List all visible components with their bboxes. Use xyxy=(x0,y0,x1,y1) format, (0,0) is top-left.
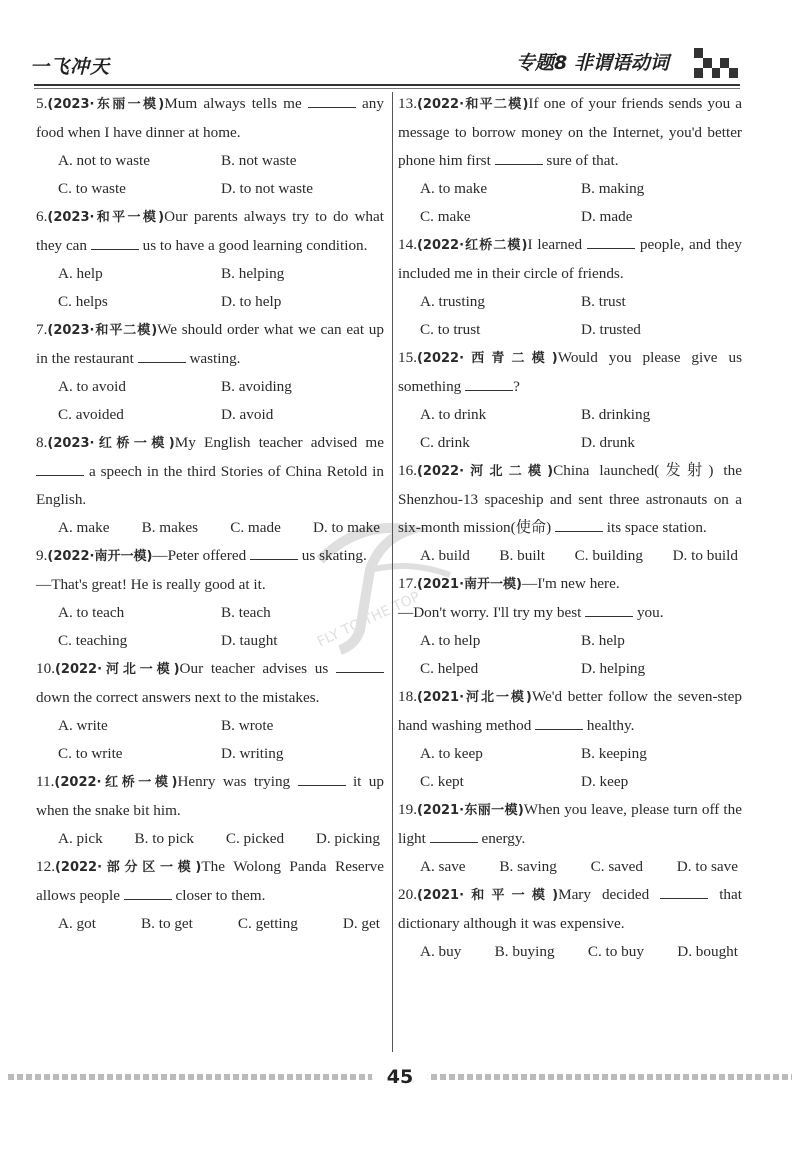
option-c: C. building xyxy=(574,547,643,564)
checker-cell xyxy=(694,68,703,78)
question-text xyxy=(36,429,384,514)
option-c: C. avoided xyxy=(58,406,124,423)
question-20 xyxy=(398,881,742,966)
checker-cell xyxy=(729,68,738,78)
option-b: B. trust xyxy=(581,293,626,310)
option-d: D. bought xyxy=(677,943,738,960)
question-number: 17. xyxy=(398,575,417,592)
question-stem-before: Henry was trying xyxy=(177,773,298,790)
header-rule xyxy=(34,84,740,86)
question-6 xyxy=(36,203,384,316)
option-a: A. save xyxy=(420,858,466,875)
option-c: C. to write xyxy=(58,745,123,762)
question-17 xyxy=(398,570,742,683)
answer-options xyxy=(36,825,384,853)
option-d: D. trusted xyxy=(581,321,641,338)
option-a: A. got xyxy=(58,915,96,932)
option-c: C. teaching xyxy=(58,632,128,649)
answer-blank xyxy=(587,232,635,249)
question-number: 10. xyxy=(36,660,55,677)
answer-options xyxy=(36,599,384,655)
question-stem-after: ? xyxy=(513,378,520,395)
header-rule-thin xyxy=(34,88,740,89)
option-a: A. help xyxy=(58,265,103,282)
question-10 xyxy=(36,655,384,768)
option-b: B. making xyxy=(581,180,645,197)
answer-blank xyxy=(124,883,172,900)
page-footer xyxy=(0,1056,800,1096)
option-c: C. getting xyxy=(237,915,298,932)
option-c: C. drink xyxy=(420,434,470,451)
question-stem-after: wasting. xyxy=(185,350,241,367)
right-column xyxy=(398,90,742,966)
option-d: D. to build xyxy=(672,547,738,564)
question-stem-before: Mary decided xyxy=(558,886,661,903)
question-number: 13. xyxy=(398,95,417,112)
question-number: 8. xyxy=(36,434,48,451)
question-number: 12. xyxy=(36,858,55,875)
option-d: D. picking xyxy=(315,830,380,847)
answer-options xyxy=(398,627,742,683)
question-source: (2023·和平二模) xyxy=(47,323,158,338)
question-source: (2023·和平一模) xyxy=(47,210,165,225)
option-b: B. helping xyxy=(221,265,285,282)
question-text xyxy=(36,655,384,712)
question-number: 6. xyxy=(36,208,48,225)
answer-options xyxy=(398,853,742,881)
answer-options xyxy=(398,740,742,796)
question-stem-after: energy. xyxy=(477,830,526,847)
option-b: B. saving xyxy=(499,858,557,875)
question-source: (2022·河北一模) xyxy=(54,662,180,677)
option-b: B. drinking xyxy=(581,406,651,423)
question-source: (2022·西青二模) xyxy=(416,351,558,366)
watermark-text: FLY TO THE TOP xyxy=(314,588,423,651)
question-text xyxy=(36,853,384,910)
question-19 xyxy=(398,796,742,881)
option-a: A. pick xyxy=(58,830,103,847)
option-a: A. not to waste xyxy=(58,152,150,169)
question-stem-after: closer to them. xyxy=(171,887,266,904)
option-d: D. taught xyxy=(221,632,278,649)
question-text xyxy=(36,90,384,147)
question-text xyxy=(36,542,384,599)
question-stem-after: its space station. xyxy=(602,519,707,536)
question-stem-after: that dictionary although it was expensive. xyxy=(398,886,742,932)
checker-cell xyxy=(703,48,712,58)
option-a: A. trusting xyxy=(420,293,485,310)
answer-blank xyxy=(660,882,708,899)
question-8 xyxy=(36,429,384,542)
question-number: 19. xyxy=(398,801,417,818)
question-number: 11. xyxy=(36,773,55,790)
option-d: D. avoid xyxy=(221,406,274,423)
option-b: B. buying xyxy=(494,943,555,960)
answer-blank xyxy=(298,769,346,786)
question-number: 5. xyxy=(36,95,48,112)
question-7 xyxy=(36,316,384,429)
option-b: B. wrote xyxy=(221,717,274,734)
answer-blank xyxy=(535,713,583,730)
question-source: (2022·和平二模) xyxy=(416,97,529,112)
option-a: A. to keep xyxy=(420,745,483,762)
question-source: (2021·南开一模) xyxy=(416,577,522,592)
question-12 xyxy=(36,853,384,938)
answer-blank xyxy=(308,91,356,108)
option-b: B. teach xyxy=(221,604,271,621)
question-stem-after: any food when I have dinner at home. xyxy=(36,95,384,141)
option-a: A. write xyxy=(58,717,108,734)
checker-cell xyxy=(694,48,703,58)
question-stem-before: The Wolong Panda Reserve allows people xyxy=(36,858,384,904)
book-logo: 一飞冲天 xyxy=(30,56,111,78)
question-9 xyxy=(36,542,384,655)
checker-cell xyxy=(712,58,721,68)
option-d: D. to not waste xyxy=(221,180,313,197)
topic-title: 专题8 非谓语动词 xyxy=(516,52,669,74)
checker-cell xyxy=(729,58,738,68)
option-d: D. writing xyxy=(221,745,284,762)
question-number: 7. xyxy=(36,321,48,338)
question-stem-before: I learned xyxy=(527,236,587,253)
question-stem-before: Would you please give us something xyxy=(398,349,742,395)
option-c: C. kept xyxy=(420,773,464,790)
question-source: (2021·和平一模) xyxy=(416,888,559,903)
option-a: A. to drink xyxy=(420,406,487,423)
question-number: 15. xyxy=(398,349,417,366)
answer-options xyxy=(36,147,384,203)
option-a: A. build xyxy=(420,547,470,564)
answer-blank xyxy=(585,600,633,617)
answer-options xyxy=(36,260,384,316)
answer-options xyxy=(398,401,742,457)
option-b: B. built xyxy=(499,547,545,564)
question-stem-after: it up when the snake bit him. xyxy=(36,773,384,819)
option-c: C. to trust xyxy=(420,321,481,338)
question-stem-after: people, and they included me in their circle of friends. xyxy=(398,236,743,282)
answer-blank xyxy=(555,515,603,532)
option-d: D. get xyxy=(342,915,380,932)
checker-cell xyxy=(720,58,729,68)
answer-blank xyxy=(91,233,139,250)
question-source: (2022·河北二模) xyxy=(416,464,554,479)
question-source: (2022·红桥二模) xyxy=(416,238,528,253)
answer-blank xyxy=(495,148,543,165)
checker-cell xyxy=(712,48,721,58)
question-text xyxy=(398,457,742,542)
question-13 xyxy=(398,90,742,231)
question-stem-before: Mum always tells me xyxy=(164,95,308,112)
question-number: 20. xyxy=(398,886,417,903)
option-a: A. to make xyxy=(420,180,488,197)
option-d: D. to help xyxy=(221,293,282,310)
question-text xyxy=(398,683,742,740)
option-c: C. saved xyxy=(590,858,643,875)
checker-cell xyxy=(703,68,712,78)
option-d: D. keep xyxy=(581,773,629,790)
option-a: A. to help xyxy=(420,632,481,649)
checker-cell xyxy=(720,48,729,58)
question-text xyxy=(398,881,742,938)
question-source: (2022·红桥一模) xyxy=(54,775,178,790)
question-text xyxy=(398,796,742,853)
option-c: C. helped xyxy=(420,660,479,677)
question-stem-before: My English teacher advised me xyxy=(174,434,384,451)
option-b: B. to pick xyxy=(134,830,195,847)
question-text xyxy=(398,231,742,288)
question-stem-before: China launched(发射) the Shenzhou-13 spaceship and sent three astronauts on a six-month mission(使命) xyxy=(398,462,742,536)
question-text xyxy=(36,316,384,373)
question-11 xyxy=(36,768,384,853)
question-source: (2023·东丽一模) xyxy=(47,97,165,112)
option-a: A. make xyxy=(58,519,110,536)
answer-options xyxy=(398,288,742,344)
option-c: C. helps xyxy=(58,293,108,310)
question-stem-before: We'd better follow the seven-step hand washing method xyxy=(398,688,742,734)
question-stem-after: us skating. —That's great! He is really good at it. xyxy=(36,547,367,593)
option-b: B. makes xyxy=(141,519,199,536)
checker-cell xyxy=(729,48,738,58)
question-number: 18. xyxy=(398,688,417,705)
answer-options xyxy=(36,910,384,938)
question-5 xyxy=(36,90,384,203)
question-number: 9. xyxy=(36,547,48,564)
question-number: 16. xyxy=(398,462,417,479)
option-d: D. to make xyxy=(312,519,380,536)
option-b: B. help xyxy=(581,632,625,649)
option-d: D. to save xyxy=(676,858,738,875)
question-stem-after: healthy. xyxy=(583,717,635,734)
question-stem-before: When you leave, please turn off the light xyxy=(398,801,742,847)
left-column xyxy=(36,90,384,938)
page-number: 45 xyxy=(372,1060,428,1094)
answer-blank xyxy=(430,826,478,843)
answer-options xyxy=(398,175,742,231)
question-15 xyxy=(398,344,742,457)
answer-blank xyxy=(250,543,298,560)
question-number: 14. xyxy=(398,236,417,253)
question-source: (2021·东丽一模) xyxy=(416,803,524,818)
question-text xyxy=(398,570,742,627)
checker-cell xyxy=(694,58,703,68)
question-stem-before: —Peter offered xyxy=(152,547,250,564)
question-stem-after: sure of that. xyxy=(542,152,619,169)
answer-blank xyxy=(465,374,513,391)
option-b: B. to get xyxy=(141,915,193,932)
answer-blank xyxy=(336,656,384,673)
question-16 xyxy=(398,457,742,570)
question-text xyxy=(36,203,384,260)
answer-options xyxy=(36,514,384,542)
question-text xyxy=(398,344,742,401)
answer-options xyxy=(36,373,384,429)
answer-options xyxy=(36,712,384,768)
question-stem-after: you. xyxy=(633,604,664,621)
question-stem-before: —I'm new here. —Don't worry. I'll try my best xyxy=(398,575,620,621)
option-d: D. drunk xyxy=(581,434,635,451)
option-c: C. make xyxy=(420,208,471,225)
option-c: C. to buy xyxy=(587,943,644,960)
checker-cell xyxy=(712,68,721,78)
question-14 xyxy=(398,231,742,344)
checker-cell xyxy=(703,58,712,68)
option-a: A. to avoid xyxy=(58,378,126,395)
question-stem-after: down the correct answers next to the mistakes. xyxy=(36,689,320,706)
option-d: D. helping xyxy=(581,660,646,677)
checker-decoration xyxy=(694,48,738,78)
option-d: D. made xyxy=(581,208,633,225)
question-source: (2023·红桥一模) xyxy=(47,436,175,451)
question-source: (2021·河北一模) xyxy=(416,690,532,705)
question-source: (2022·部分区一模) xyxy=(54,860,202,875)
question-text xyxy=(398,90,742,175)
question-stem-after: us to have a good learning condition. xyxy=(138,237,368,254)
question-stem-after: a speech in the third Stories of China Retold in English. xyxy=(36,463,384,508)
answer-options xyxy=(398,542,742,570)
option-c: C. to waste xyxy=(58,180,126,197)
answer-blank xyxy=(138,346,186,363)
option-c: C. picked xyxy=(225,830,285,847)
question-18 xyxy=(398,683,742,796)
option-b: B. avoiding xyxy=(221,378,292,395)
question-stem-before: Our parents always try to do what they can xyxy=(36,208,384,254)
page-header xyxy=(0,0,800,90)
question-text xyxy=(36,768,384,825)
option-b: B. keeping xyxy=(581,745,647,762)
option-c: C. made xyxy=(230,519,281,536)
question-stem-before: We should order what we can eat up in the restaurant xyxy=(36,321,384,367)
question-stem-before: Our teacher advises us xyxy=(179,660,336,677)
option-a: A. buy xyxy=(420,943,462,960)
question-source: (2022·南开一模) xyxy=(47,549,153,564)
answer-blank xyxy=(36,459,84,476)
option-a: A. to teach xyxy=(58,604,125,621)
answer-options xyxy=(398,938,742,966)
question-stem-before: If one of your friends sends you a message to borrow money on the Internet, you'd better phone him first xyxy=(398,95,742,169)
checker-cell xyxy=(720,68,729,78)
option-b: B. not waste xyxy=(221,152,297,169)
